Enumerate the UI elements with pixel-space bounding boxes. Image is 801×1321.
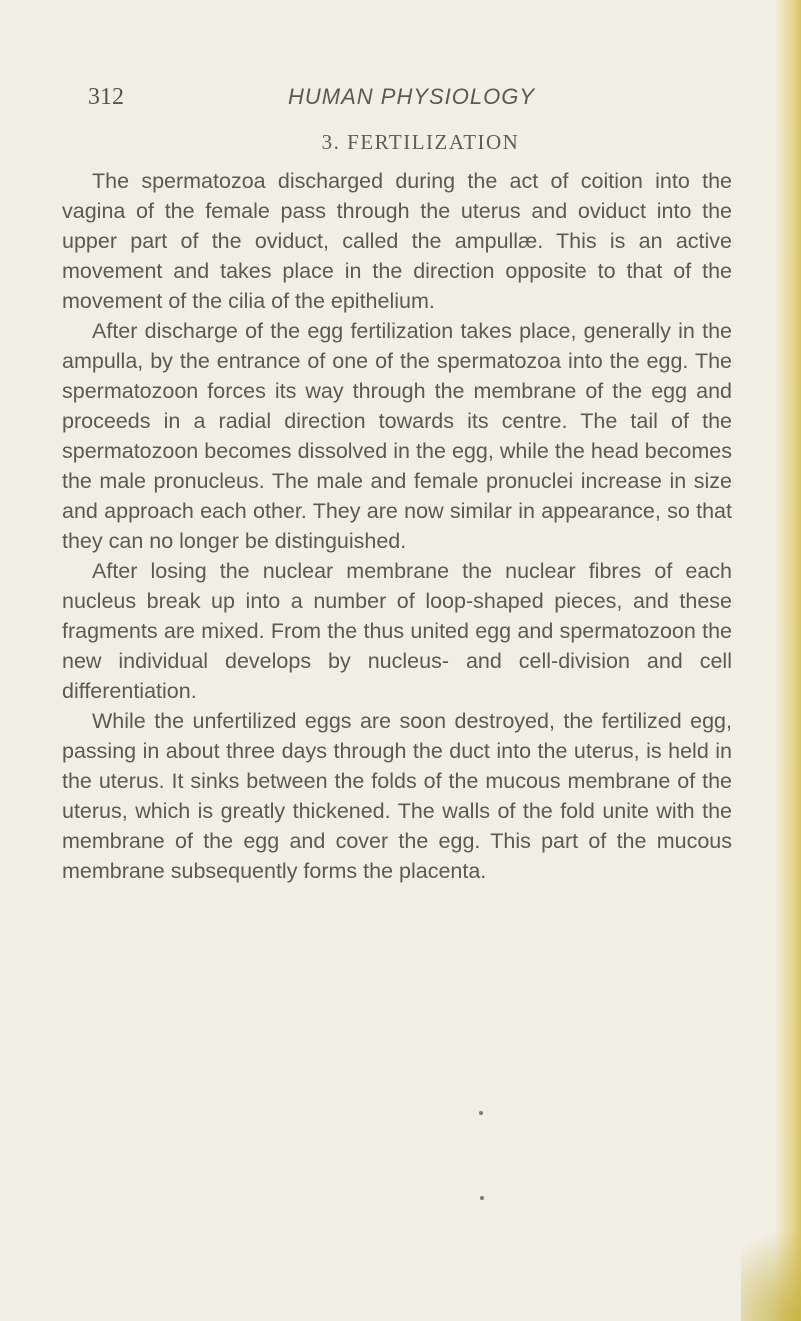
page-edge: [775, 0, 801, 1321]
section-heading: 3. FERTILIZATION: [321, 130, 520, 154]
ink-speck: [480, 1196, 484, 1200]
page-edge-corner: [741, 1201, 801, 1321]
paragraph-fertilization: After discharge of the egg fertilization takes place, generally in the ampulla, by the entrance of one of the spermatozoa into the egg. The spermatozoon forces its way through the membrane of the egg and proceeds in a radial direction towards its centre. The tail of the spermatozoon becomes dissolved in the egg, while the head becomes the male pronucleus. The male and female pronuclei increase in size and approach each other. They are now similar in appearance, so that they can no longer be distinguished.: [62, 319, 732, 553]
paragraph-placenta: While the unfertilized eggs are soon destroyed, the fertilized egg, passing in about three days through the duct into the uterus, is held in the uterus. It sinks between the folds of the mucous membrane of the uterus, which is greatly thickened. The walls of the fold unite with the membrane of the egg and cover the egg. This part of the mucous membrane subsequently forms the placenta.: [62, 709, 732, 883]
paragraph-nuclear-fibres: After losing the nuclear membrane the nuclear fibres of each nucleus break up into a number of loop-shaped pieces, and these fragments are mixed. From the thus united egg and spermatozoon the new individual develops by nucleus- and cell-division and cell differentiation.: [62, 559, 732, 703]
paragraph-spermatozoa: The spermatozoa discharged during the act of coition into the vagina of the female pass through the uterus and oviduct into the upper part of the oviduct, called the ampullæ. This is an active movement and takes place in the direction opposite to that of the movement of the cilia of the epithelium.: [62, 169, 732, 313]
ink-speck: [479, 1111, 483, 1115]
running-title: HUMAN PHYSIOLOGY: [288, 84, 536, 109]
body-text: [62, 166, 732, 886]
page-number: 312: [88, 84, 124, 110]
running-head: [88, 84, 728, 124]
